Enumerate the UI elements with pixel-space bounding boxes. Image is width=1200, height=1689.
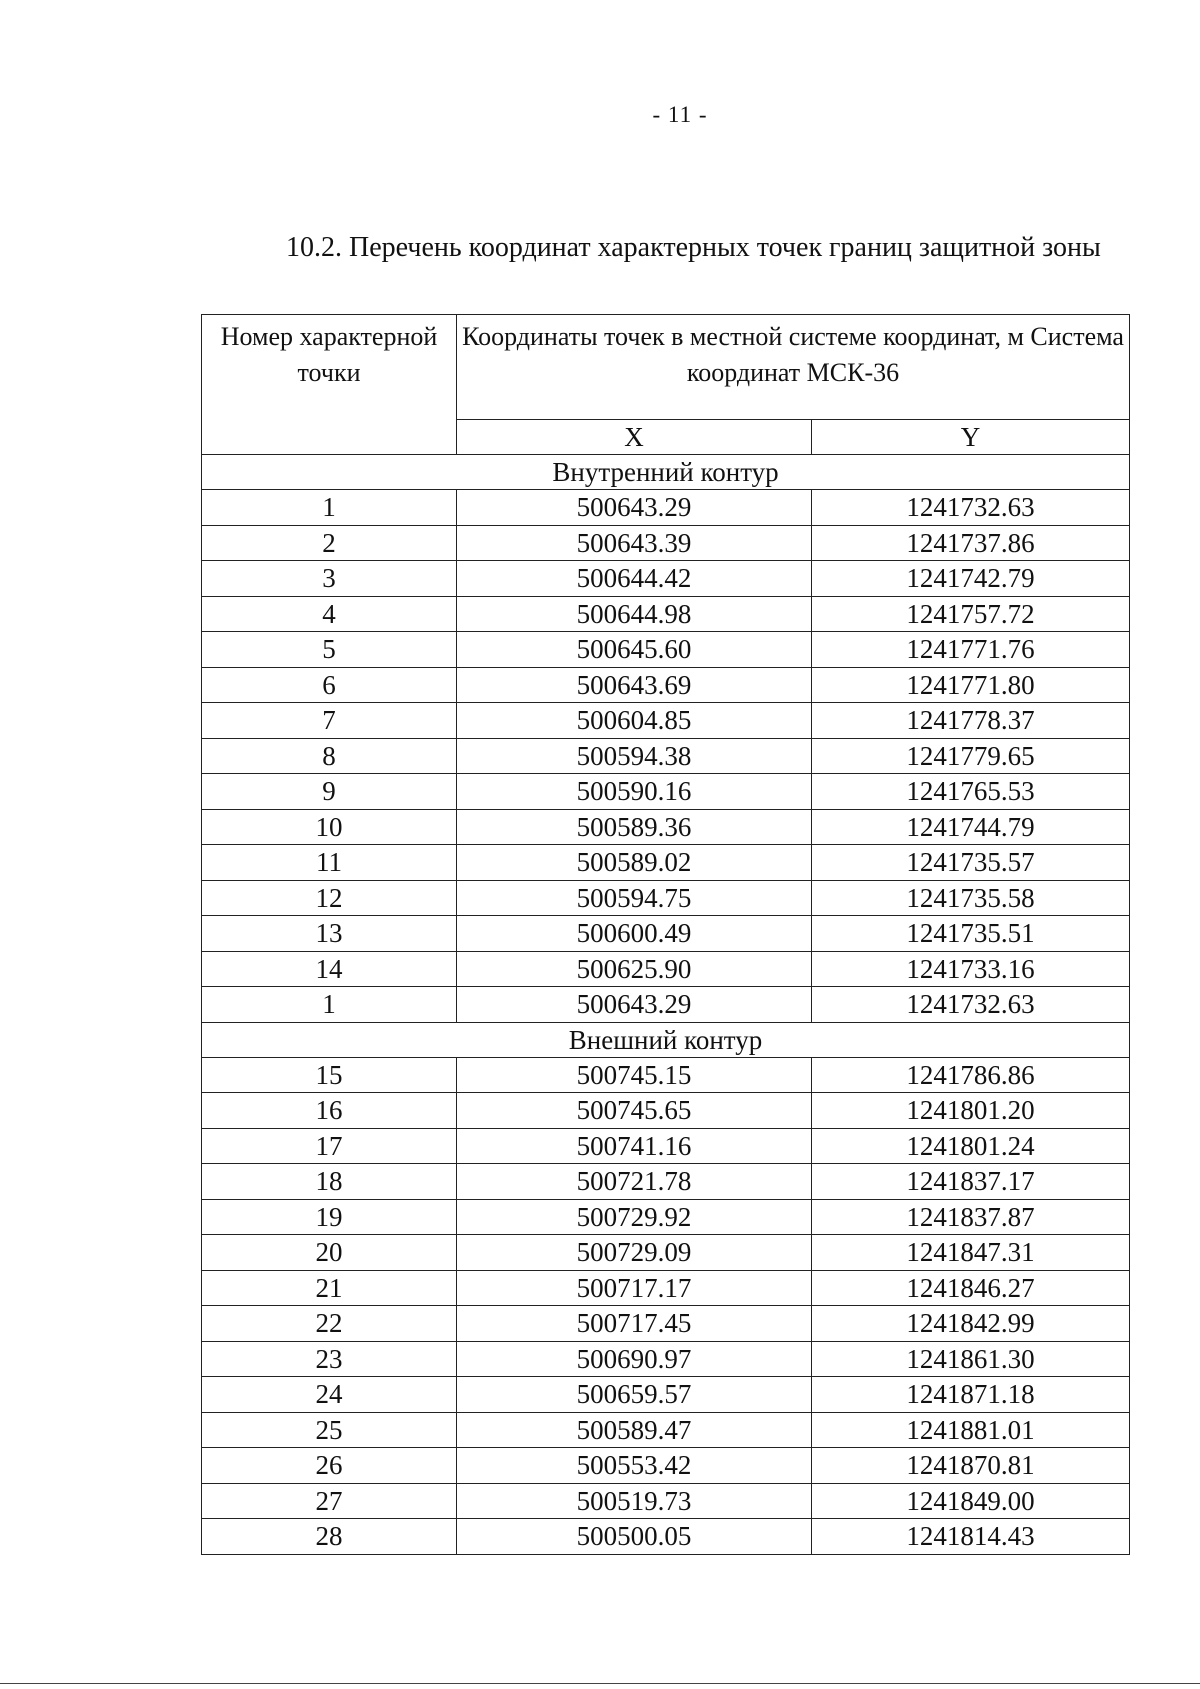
table-row xyxy=(202,1377,1130,1413)
cell-x: 500745.15 xyxy=(457,1057,812,1093)
cell-x: 500643.69 xyxy=(457,667,812,703)
cell-y: 1241732.63 xyxy=(812,987,1130,1023)
group-title: Внешний контур xyxy=(202,1022,1130,1057)
table-row xyxy=(202,1519,1130,1555)
cell-y: 1241735.51 xyxy=(812,916,1130,952)
table-row xyxy=(202,561,1130,597)
cell-point-number: 17 xyxy=(202,1128,457,1164)
cell-point-number: 12 xyxy=(202,880,457,916)
cell-x: 500729.09 xyxy=(457,1235,812,1271)
cell-point-number: 24 xyxy=(202,1377,457,1413)
cell-point-number: 5 xyxy=(202,632,457,668)
cell-y: 1241735.58 xyxy=(812,880,1130,916)
cell-x: 500590.16 xyxy=(457,774,812,810)
cell-point-number: 23 xyxy=(202,1341,457,1377)
cell-y: 1241737.86 xyxy=(812,525,1130,561)
table-row xyxy=(202,880,1130,916)
cell-point-number: 13 xyxy=(202,916,457,952)
table-row xyxy=(202,596,1130,632)
cell-point-number: 9 xyxy=(202,774,457,810)
cell-point-number: 1 xyxy=(202,987,457,1023)
cell-point-number: 25 xyxy=(202,1412,457,1448)
cell-x: 500717.17 xyxy=(457,1270,812,1306)
table-row xyxy=(202,703,1130,739)
group-title: Внутренний контур xyxy=(202,455,1130,490)
cell-point-number: 19 xyxy=(202,1199,457,1235)
cell-x: 500643.29 xyxy=(457,987,812,1023)
cell-point-number: 27 xyxy=(202,1483,457,1519)
cell-y: 1241801.24 xyxy=(812,1128,1130,1164)
cell-point-number: 26 xyxy=(202,1448,457,1484)
cell-point-number: 16 xyxy=(202,1093,457,1129)
cell-x: 500625.90 xyxy=(457,951,812,987)
table-row xyxy=(202,1164,1130,1200)
cell-x: 500729.92 xyxy=(457,1199,812,1235)
cell-y: 1241771.80 xyxy=(812,667,1130,703)
table-row xyxy=(202,1270,1130,1306)
cell-y: 1241779.65 xyxy=(812,738,1130,774)
cell-x: 500643.29 xyxy=(457,490,812,526)
cell-y: 1241842.99 xyxy=(812,1306,1130,1342)
page-bottom-rule xyxy=(0,1683,1200,1684)
cell-point-number: 6 xyxy=(202,667,457,703)
cell-x: 500594.38 xyxy=(457,738,812,774)
cell-point-number: 21 xyxy=(202,1270,457,1306)
cell-x: 500645.60 xyxy=(457,632,812,668)
cell-x: 500745.65 xyxy=(457,1093,812,1129)
cell-y: 1241861.30 xyxy=(812,1341,1130,1377)
cell-y: 1241801.20 xyxy=(812,1093,1130,1129)
table-row xyxy=(202,1483,1130,1519)
cell-x: 500717.45 xyxy=(457,1306,812,1342)
cell-x: 500589.47 xyxy=(457,1412,812,1448)
cell-y: 1241837.17 xyxy=(812,1164,1130,1200)
header-y: Y xyxy=(812,420,1130,455)
cell-point-number: 15 xyxy=(202,1057,457,1093)
section-title: 10.2. Перечень координат характерных точек границ защитной зоны xyxy=(286,232,1101,263)
header-x: X xyxy=(457,420,812,455)
table-row xyxy=(202,809,1130,845)
cell-y: 1241847.31 xyxy=(812,1235,1130,1271)
cell-x: 500589.36 xyxy=(457,809,812,845)
cell-y: 1241870.81 xyxy=(812,1448,1130,1484)
cell-x: 500643.39 xyxy=(457,525,812,561)
cell-point-number: 20 xyxy=(202,1235,457,1271)
table-row xyxy=(202,1341,1130,1377)
table-row xyxy=(202,1235,1130,1271)
table-row xyxy=(202,1412,1130,1448)
table-row xyxy=(202,987,1130,1023)
table-row xyxy=(202,1306,1130,1342)
cell-y: 1241735.57 xyxy=(812,845,1130,881)
cell-y: 1241849.00 xyxy=(812,1483,1130,1519)
cell-x: 500553.42 xyxy=(457,1448,812,1484)
cell-y: 1241765.53 xyxy=(812,774,1130,810)
cell-y: 1241846.27 xyxy=(812,1270,1130,1306)
cell-x: 500721.78 xyxy=(457,1164,812,1200)
table-body xyxy=(202,455,1130,1555)
cell-x: 500604.85 xyxy=(457,703,812,739)
group-row xyxy=(202,455,1130,490)
cell-x: 500519.73 xyxy=(457,1483,812,1519)
cell-x: 500644.42 xyxy=(457,561,812,597)
cell-x: 500600.49 xyxy=(457,916,812,952)
header-point-number: Номер характерной точки xyxy=(202,315,457,455)
table-row xyxy=(202,1128,1130,1164)
cell-y: 1241814.43 xyxy=(812,1519,1130,1555)
cell-y: 1241732.63 xyxy=(812,490,1130,526)
table-row xyxy=(202,490,1130,526)
group-row xyxy=(202,1022,1130,1057)
table-row xyxy=(202,738,1130,774)
cell-y: 1241757.72 xyxy=(812,596,1130,632)
cell-x: 500644.98 xyxy=(457,596,812,632)
cell-x: 500659.57 xyxy=(457,1377,812,1413)
cell-y: 1241733.16 xyxy=(812,951,1130,987)
table-row xyxy=(202,845,1130,881)
table-row xyxy=(202,667,1130,703)
cell-point-number: 11 xyxy=(202,845,457,881)
cell-point-number: 28 xyxy=(202,1519,457,1555)
cell-y: 1241778.37 xyxy=(812,703,1130,739)
table-row xyxy=(202,1057,1130,1093)
table-row xyxy=(202,1448,1130,1484)
table-row xyxy=(202,916,1130,952)
cell-y: 1241881.01 xyxy=(812,1412,1130,1448)
cell-point-number: 1 xyxy=(202,490,457,526)
cell-point-number: 2 xyxy=(202,525,457,561)
cell-point-number: 14 xyxy=(202,951,457,987)
table-row xyxy=(202,525,1130,561)
cell-x: 500594.75 xyxy=(457,880,812,916)
cell-point-number: 4 xyxy=(202,596,457,632)
cell-point-number: 22 xyxy=(202,1306,457,1342)
table-row xyxy=(202,951,1130,987)
cell-x: 500741.16 xyxy=(457,1128,812,1164)
cell-point-number: 3 xyxy=(202,561,457,597)
cell-y: 1241837.87 xyxy=(812,1199,1130,1235)
table-row xyxy=(202,1093,1130,1129)
cell-point-number: 7 xyxy=(202,703,457,739)
cell-point-number: 10 xyxy=(202,809,457,845)
table-row xyxy=(202,1199,1130,1235)
cell-point-number: 8 xyxy=(202,738,457,774)
cell-y: 1241771.76 xyxy=(812,632,1130,668)
page-number: - 11 - xyxy=(652,102,708,127)
table-row xyxy=(202,774,1130,810)
header-coordinates: Координаты точек в местной системе координат, м Система координат МСК-36 xyxy=(457,315,1130,420)
coordinates-table xyxy=(201,314,1130,1555)
cell-x: 500589.02 xyxy=(457,845,812,881)
cell-x: 500690.97 xyxy=(457,1341,812,1377)
cell-y: 1241742.79 xyxy=(812,561,1130,597)
cell-point-number: 18 xyxy=(202,1164,457,1200)
cell-y: 1241871.18 xyxy=(812,1377,1130,1413)
cell-x: 500500.05 xyxy=(457,1519,812,1555)
cell-y: 1241786.86 xyxy=(812,1057,1130,1093)
table-row xyxy=(202,632,1130,668)
cell-y: 1241744.79 xyxy=(812,809,1130,845)
